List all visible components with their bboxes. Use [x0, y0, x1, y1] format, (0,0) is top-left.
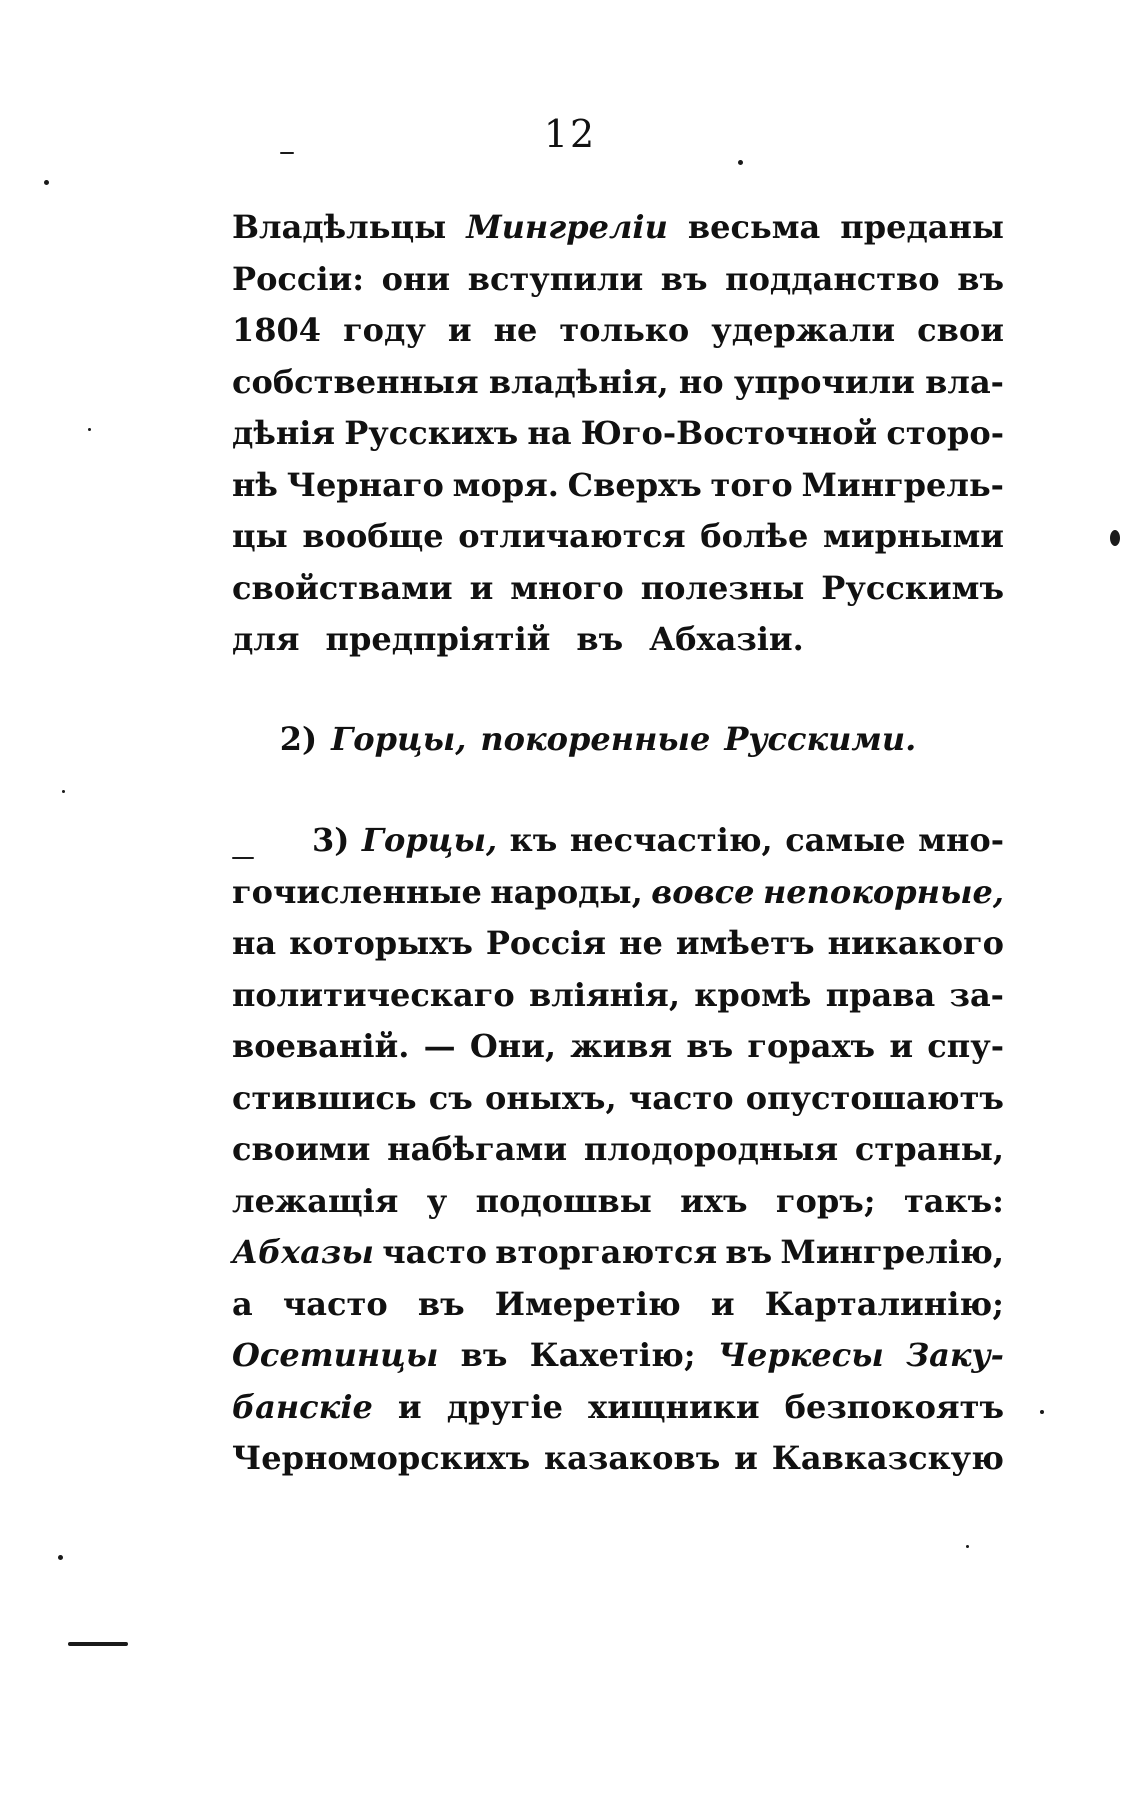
text-line — [232, 460, 1004, 512]
word: набѣгами — [387, 1130, 568, 1168]
text-line — [232, 1382, 1004, 1434]
word: весьма — [687, 208, 821, 246]
word: предпріятій — [325, 620, 551, 658]
word: свойствами — [232, 568, 453, 607]
word: подошвы — [475, 1181, 652, 1220]
text-line — [232, 1073, 1004, 1125]
word: и — [397, 1387, 422, 1426]
word: въ — [725, 1233, 773, 1271]
word: гочисленные — [232, 872, 482, 911]
text-line — [232, 408, 1004, 460]
text-line — [232, 202, 1004, 254]
word: моря. — [452, 465, 559, 504]
word: они — [381, 259, 451, 298]
word: вла- — [925, 362, 1004, 401]
word: банскіе — [232, 1387, 373, 1426]
scan-speck — [738, 160, 743, 165]
word: Абхазіи. — [649, 620, 804, 658]
word: Черноморскихъ — [232, 1439, 531, 1477]
word: въ — [576, 620, 624, 658]
scan-speck — [58, 1555, 63, 1560]
word: другіе — [446, 1387, 564, 1426]
word: Они, — [469, 1027, 556, 1065]
word: хищники — [588, 1387, 760, 1426]
section-number: 3) — [312, 821, 350, 859]
word: Русскихъ — [344, 414, 519, 452]
scan-speck — [88, 428, 91, 431]
word: много — [510, 568, 624, 607]
word: которыхъ — [289, 924, 473, 962]
text-line — [232, 254, 1004, 306]
word: въ — [417, 1284, 465, 1323]
text-line — [232, 815, 1004, 867]
word: но — [678, 362, 724, 401]
word: Чернаго — [286, 465, 444, 504]
text-line — [232, 970, 1004, 1022]
word: на — [232, 924, 277, 962]
word: мирными — [823, 517, 1004, 555]
word: у — [426, 1181, 448, 1220]
paragraph-mingrelia — [232, 202, 1004, 666]
text-line — [232, 511, 1004, 563]
word: нѣ — [232, 465, 278, 504]
word: спу- — [927, 1027, 1004, 1065]
word: и — [710, 1284, 735, 1323]
word: въ — [460, 1336, 508, 1374]
word: страны, — [854, 1130, 1004, 1168]
word: плодородныя — [583, 1130, 839, 1168]
word: своими — [232, 1130, 371, 1168]
word: сторо- — [886, 414, 1004, 452]
word: часто — [282, 1284, 388, 1323]
word: упрочили — [733, 362, 915, 401]
word: Россія — [485, 924, 607, 962]
word: стившись — [232, 1078, 417, 1117]
word: Кавказскую — [771, 1439, 1004, 1477]
text-line — [232, 918, 1004, 970]
word: вовсе — [651, 872, 755, 911]
word: того — [710, 465, 793, 504]
word: для — [232, 620, 300, 658]
word: къ — [509, 821, 558, 859]
word: а — [232, 1284, 253, 1323]
word: Русскими. — [724, 720, 917, 758]
word: свои — [917, 311, 1004, 349]
word: вліянія, — [529, 975, 680, 1014]
word: Россіи: — [232, 259, 365, 298]
page-number: 12 — [543, 112, 597, 156]
word: воеваній. — [232, 1027, 410, 1065]
word: и — [889, 1027, 914, 1065]
word: только — [559, 311, 690, 349]
word: ихъ — [680, 1181, 748, 1220]
text-line — [232, 1279, 1004, 1331]
word: собственныя — [232, 362, 479, 401]
word: болѣе — [700, 517, 809, 555]
text-line — [232, 714, 1004, 766]
scan-dash — [232, 857, 254, 859]
word: живя — [570, 1027, 673, 1065]
word: Владѣльцы — [232, 208, 447, 246]
word: цы — [232, 517, 288, 555]
text-line — [232, 1227, 1004, 1279]
word: отличаются — [458, 517, 686, 555]
word: лежащія — [232, 1181, 399, 1220]
text-line — [232, 1433, 1004, 1485]
word: владѣнія, — [488, 362, 669, 401]
word: Карталинію; — [764, 1284, 1004, 1323]
word: оныхъ, — [484, 1078, 617, 1117]
text-line — [232, 1124, 1004, 1176]
scan-speck — [62, 790, 65, 793]
word: Русскимъ — [821, 568, 1004, 607]
word: народы, — [490, 872, 643, 911]
word: Черкесы — [717, 1336, 884, 1374]
text-line — [232, 305, 1004, 357]
word: удержали — [711, 311, 896, 349]
word: вообще — [302, 517, 444, 555]
word: преданы — [840, 208, 1004, 246]
word: Юго-Восточной — [580, 414, 878, 452]
text-line — [232, 1021, 1004, 1073]
word: покоренные — [480, 720, 711, 758]
word: 1804 — [232, 311, 322, 349]
word: за- — [949, 975, 1004, 1014]
word: Сверхъ — [567, 465, 702, 504]
section-heading-2 — [232, 714, 1004, 766]
text-line — [232, 867, 1004, 919]
text-line — [232, 1176, 1004, 1228]
word: несчастію, — [569, 821, 773, 859]
word: и — [734, 1439, 758, 1477]
word: такъ: — [903, 1181, 1004, 1220]
word: самые — [785, 821, 906, 859]
scan-dash — [68, 1642, 128, 1646]
word: и — [469, 568, 494, 607]
word: Абхазы — [232, 1233, 374, 1271]
word: и — [447, 311, 472, 349]
scan-speck — [966, 1545, 969, 1548]
scan-speck — [44, 180, 49, 185]
scan-speck — [1040, 1410, 1044, 1414]
word: кромѣ — [694, 975, 812, 1014]
word: политическаго — [232, 975, 515, 1014]
word: Горцы, — [331, 720, 467, 758]
word: полезны — [640, 568, 805, 607]
word: Мингреліи — [466, 208, 668, 246]
text-line — [232, 357, 1004, 409]
text-line — [232, 563, 1004, 615]
word: Заку- — [906, 1336, 1004, 1374]
word: опустошаютъ — [745, 1078, 1004, 1117]
word: не — [619, 924, 663, 962]
word: непокорные, — [762, 872, 1004, 911]
word: Мингрель- — [801, 465, 1004, 504]
word: права — [825, 975, 936, 1014]
word: Горцы, — [361, 821, 498, 859]
text-line — [232, 614, 1004, 666]
word: дѣнія — [232, 414, 336, 452]
section-number: 2) — [279, 720, 318, 758]
word: часто — [628, 1078, 734, 1117]
paragraph-section-3 — [232, 815, 1004, 1485]
word: вступили — [467, 259, 644, 298]
text-line — [232, 1330, 1004, 1382]
word: Осетинцы — [232, 1336, 439, 1374]
scan-dash — [280, 152, 294, 154]
word: мно- — [918, 821, 1004, 859]
word: — — [423, 1027, 456, 1065]
word: часто — [382, 1233, 488, 1271]
word: не — [493, 311, 538, 349]
word: имѣетъ — [675, 924, 815, 962]
word: безпокоятъ — [784, 1387, 1004, 1426]
word: Мингрелію, — [780, 1233, 1004, 1271]
word: горахъ — [747, 1027, 876, 1065]
word: Кахетію; — [529, 1336, 696, 1374]
word: году — [343, 311, 426, 349]
word: вторгаются — [495, 1233, 718, 1271]
word: съ — [428, 1078, 473, 1117]
word: на — [527, 414, 572, 452]
word: въ — [957, 259, 1004, 298]
word: казаковъ — [544, 1439, 721, 1477]
scan-speck — [1110, 530, 1120, 546]
word: въ — [660, 259, 708, 298]
word: подданство — [725, 259, 940, 298]
word: горъ; — [775, 1181, 876, 1220]
word: Имеретію — [494, 1284, 681, 1323]
word: въ — [686, 1027, 734, 1065]
word: никакого — [827, 924, 1004, 962]
